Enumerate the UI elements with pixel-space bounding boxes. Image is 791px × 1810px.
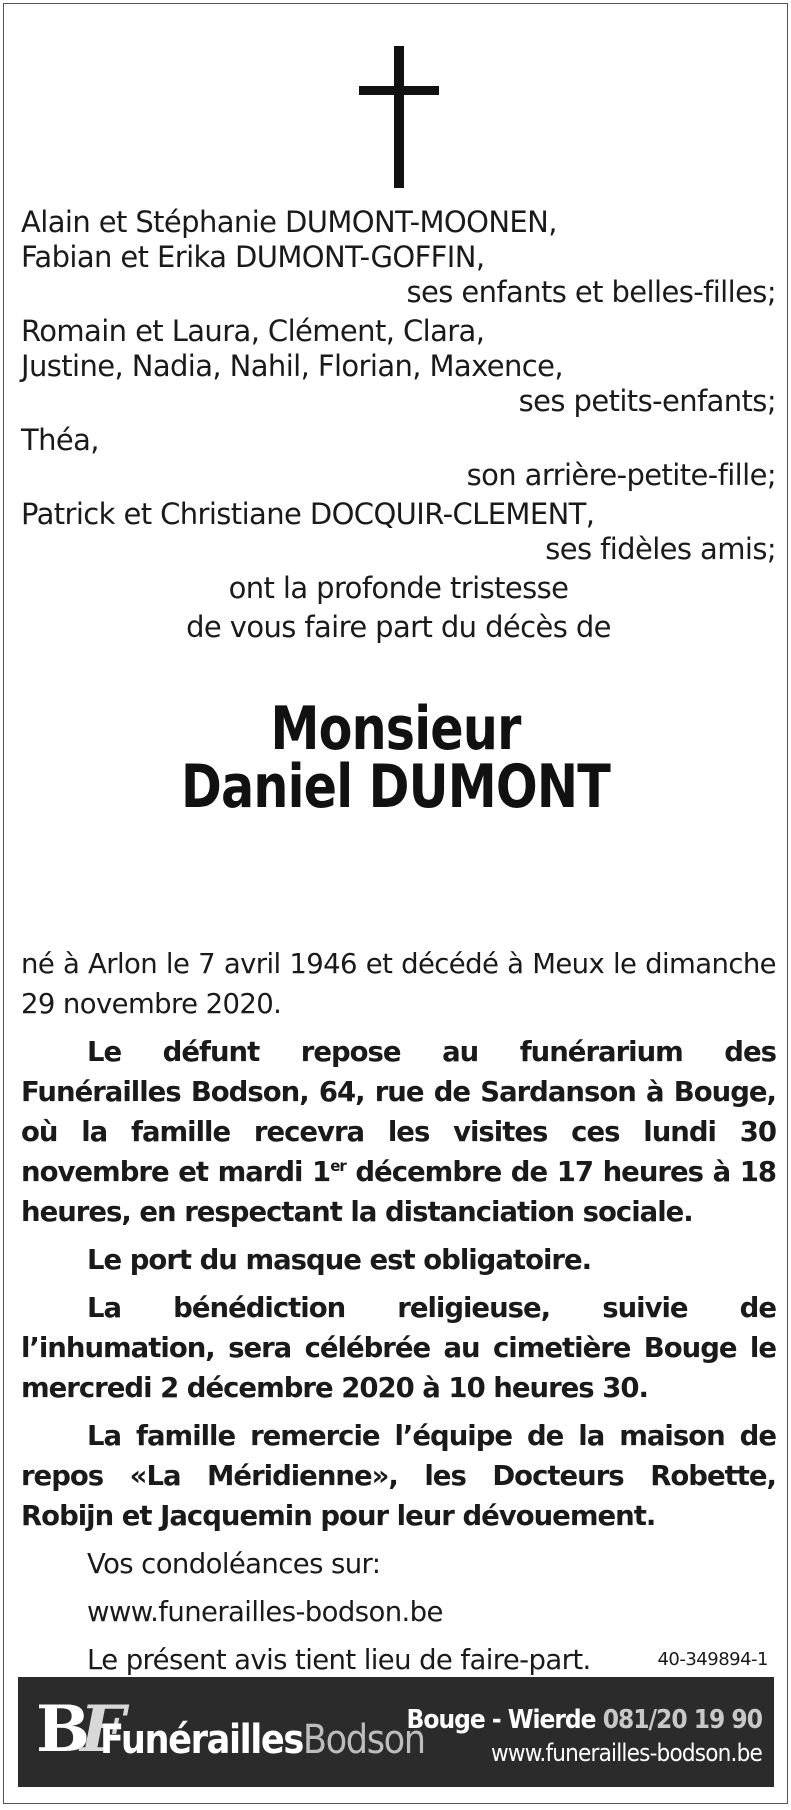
birth-death-text: né à Arlon le 7 avril 1946 et décédé à Meux le dimanche 29 novembre 2020. (21, 948, 776, 1020)
contact-info (407, 1703, 762, 1769)
family-line: Romain et Laura, Clément, Clara, (21, 314, 485, 348)
thanks-text: La famille remercie l’équipe de la maison de repos «La Méridienne», les Docteurs Robette, Robijn et Jacquemin pour leur dévouement. (21, 1420, 776, 1532)
family-line: Théa, (21, 423, 99, 457)
deceased-name: Daniel DUMONT (181, 752, 610, 822)
family-line: Alain et Stéphanie DUMONT-MOONEN, (21, 205, 557, 239)
mask-text: Le port du masque est obligatoire. (87, 1244, 592, 1276)
notice-text: Le présent avis tient lieu de faire-part. (87, 1644, 591, 1676)
phone-number[interactable]: 081/20 19 90 (602, 1705, 762, 1735)
brand-name: FunéraillesBodson (100, 1717, 425, 1763)
reference-number: 40-349894-1 (657, 1649, 768, 1670)
footer-banner (18, 1677, 774, 1787)
details-block (21, 944, 776, 1680)
family-relation: ses petits-enfants; (518, 384, 776, 418)
repose-text: Le défunt repose au funérarium des Funérailles Bodson, 64, rue de Sardanson à Bouge, où la famille recevra les visites ces lundi 30 novembre et mardi 1er décembre de 17 heures à 18 heures, en respectant la distanciation sociale. (21, 1036, 777, 1228)
family-relation: son arrière-petite-fille; (466, 458, 776, 492)
family-line: Fabian et Erika DUMONT-GOFFIN, (21, 240, 485, 274)
condolences-url[interactable]: www.funerailles-bodson.be (87, 1596, 443, 1628)
family-relation: ses enfants et belles-filles; (406, 275, 776, 309)
cross-icon (359, 46, 439, 188)
announcement-line: ont la profonde tristesse (228, 571, 569, 605)
obituary-notice (3, 3, 788, 1804)
deceased-title: Monsieur (270, 694, 521, 764)
announcement-line: de vous faire part du décès de (186, 610, 611, 644)
ceremony-text: La bénédiction religieuse, suivie de l’inhumation, sera célébrée au cimetière Bouge le mercredi 2 décembre 2020 à 10 heures 30. (21, 1292, 776, 1404)
funeral-home-logo: BF (36, 1692, 116, 1767)
locations-text: Bouge - Wierde (406, 1705, 596, 1735)
family-line: Justine, Nadia, Nahil, Florian, Maxence, (21, 349, 563, 383)
family-relation: ses fidèles amis; (545, 532, 776, 566)
website-link[interactable]: www.funerailles-bodson.be (491, 1739, 762, 1767)
family-line: Patrick et Christiane DOCQUIR-CLEMENT, (21, 497, 595, 531)
condolences-label: Vos condoléances sur: (87, 1548, 381, 1580)
